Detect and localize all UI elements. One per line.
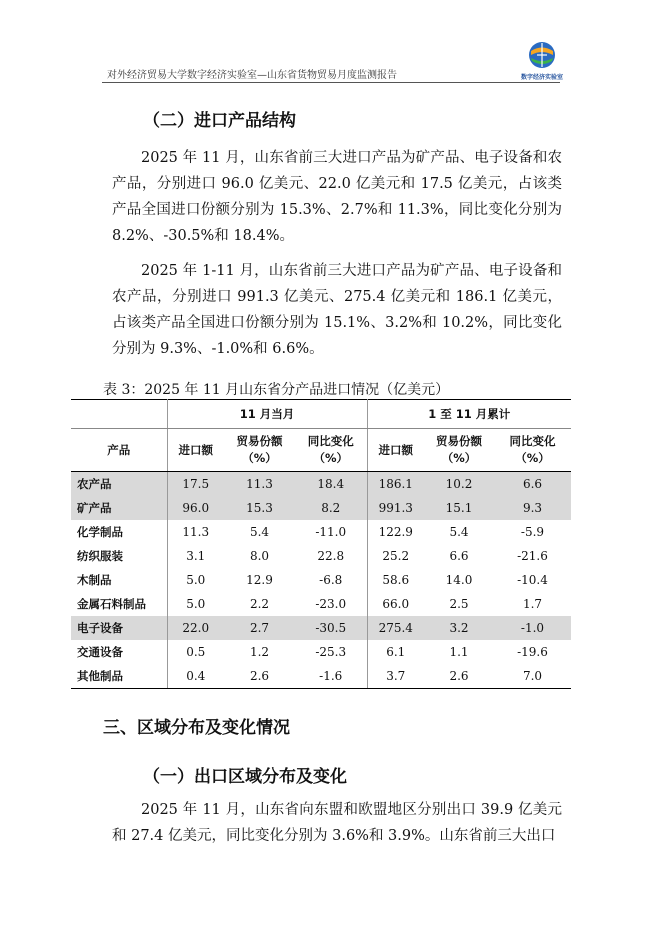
product-name-cell: 农产品 — [71, 472, 167, 497]
value-cell: -5.9 — [520, 525, 545, 539]
value-cell: 6.6 — [449, 549, 469, 563]
product-name-cell: 其他制品 — [71, 664, 167, 689]
value-cell: 6.1 — [386, 645, 406, 659]
table-corner-cell — [71, 400, 167, 429]
value-cell: 11.3 — [182, 525, 210, 539]
value-cell: 186.1 — [367, 472, 424, 497]
value-cell: 6.6 — [494, 472, 571, 497]
value-cell: 2.2 — [249, 597, 270, 611]
value-cell: 2.6 — [424, 664, 494, 689]
table-row — [71, 496, 571, 520]
column-header-import: 进口额 — [167, 429, 224, 472]
share-label-cum: 贸易份额 — [436, 434, 482, 448]
import-paragraph-monthly: 2025 年 11 月，山东省前三大进口产品为矿产品、电子设备和农产品，分别进口 96.0 亿美元、22.0 亿美元和 17.5 亿美元，占该类产品全国进口份额分别为 15.3%、2.7%和 11.3%，同比变化分别为 8.2%、-30.5%和 18.4%。 — [112, 150, 562, 244]
value-cell: 0.4 — [167, 664, 224, 689]
value-cell: 275.4 — [367, 616, 424, 640]
product-name-cell: 交通设备 — [71, 640, 167, 664]
value-cell: 122.9 — [378, 525, 413, 539]
change-unit: （%） — [313, 451, 349, 465]
value-cell: 25.2 — [382, 549, 410, 563]
column-header-change-cum — [494, 429, 571, 472]
value-cell: 5.0 — [186, 597, 206, 611]
lab-logo — [520, 40, 564, 80]
column-header-share — [224, 429, 295, 472]
table-row — [71, 472, 571, 497]
table-row — [71, 520, 571, 544]
table-row — [71, 616, 571, 640]
value-cell: -11.0 — [295, 520, 367, 544]
product-name-cell: 化学制品 — [71, 520, 167, 544]
value-cell: 15.3 — [224, 496, 295, 520]
value-cell: 12.9 — [246, 573, 273, 587]
import-paragraph-cumulative: 2025 年 1-11 月，山东省前三大进口产品为矿产品、电子设备和农产品，分别进口 991.3 亿美元、275.4 亿美元和 186.1 亿美元，占该类产品全国进口份额分别为 15.1%、3.2%和 10.2%，同比变化分别为 9.3%、-1.0%和 6.6%。 — [112, 263, 562, 357]
value-cell: 2.6 — [224, 664, 295, 689]
globe-logo-icon — [527, 40, 557, 70]
import-table — [71, 399, 571, 689]
value-cell: -10.4 — [517, 573, 548, 587]
import-structure-heading: （二）进口产品结构 — [143, 111, 296, 131]
group-header-month: 11 月当月 — [167, 400, 367, 429]
value-cell: 96.0 — [167, 496, 224, 520]
change-unit-cum: （%） — [515, 451, 550, 465]
value-cell: 22.8 — [295, 544, 367, 568]
export-regions-paragraph: 2025 年 11 月，山东省向东盟和欧盟地区分别出口 39.9 亿美元和 27.4 亿美元，同比变化分别为 3.6%和 3.9%。山东省前三大出口 — [112, 802, 562, 844]
product-name-cell: 金属石料制品 — [71, 592, 167, 616]
product-name-cell: 纺织服装 — [71, 544, 167, 568]
share-unit: （%） — [242, 451, 277, 465]
column-header-product: 产品 — [71, 429, 167, 472]
table-row — [71, 592, 571, 616]
logo-caption: 数字经济实验室 — [520, 74, 563, 81]
value-cell: 18.4 — [295, 472, 367, 497]
change-label-cum: 同比变化 — [509, 434, 556, 448]
product-name-cell: 矿产品 — [71, 496, 167, 520]
value-cell: 8.2 — [295, 496, 367, 520]
table-body — [71, 472, 571, 689]
group-header-cumulative: 1 至 11 月累计 — [367, 400, 571, 429]
value-cell: 2.7 — [224, 616, 295, 640]
value-cell: 1.7 — [522, 597, 543, 611]
table-row — [71, 664, 571, 689]
value-cell: -6.8 — [295, 568, 367, 592]
value-cell: -19.6 — [517, 645, 548, 659]
value-cell: 66.0 — [382, 597, 410, 611]
value-cell: 0.5 — [186, 645, 206, 659]
value-cell: -25.3 — [295, 640, 367, 664]
value-cell: 58.6 — [382, 573, 410, 587]
change-label: 同比变化 — [307, 434, 354, 448]
value-cell: 7.0 — [494, 664, 571, 689]
table-column-header-row — [71, 429, 571, 472]
share-unit-cum: （%） — [441, 451, 477, 465]
value-cell: 1.2 — [249, 645, 270, 659]
column-header-share-cum — [424, 429, 494, 472]
table-row — [71, 544, 571, 568]
value-cell: -21.6 — [517, 549, 548, 563]
export-regions-subheading: （一）出口区域分布及变化 — [143, 767, 347, 787]
value-cell: 3.7 — [367, 664, 424, 689]
table-row — [71, 568, 571, 592]
value-cell: -1.0 — [494, 616, 571, 640]
header-title: 对外经济贸易大学数字经济实验室—山东省货物贸易月度监测报告 — [107, 70, 397, 81]
value-cell: 3.2 — [424, 616, 494, 640]
value-cell: 1.1 — [449, 645, 469, 659]
value-cell: 3.1 — [186, 549, 206, 563]
value-cell: 17.5 — [167, 472, 224, 497]
column-header-change — [295, 429, 367, 472]
product-name-cell: 木制品 — [71, 568, 167, 592]
value-cell: 22.0 — [167, 616, 224, 640]
share-label: 贸易份额 — [236, 434, 283, 448]
value-cell: 5.0 — [186, 573, 206, 587]
value-cell: 14.0 — [445, 573, 473, 587]
table-group-header-row — [71, 400, 571, 429]
value-cell: -30.5 — [295, 616, 367, 640]
value-cell: 5.4 — [249, 525, 270, 539]
value-cell: -23.0 — [295, 592, 367, 616]
value-cell: 8.0 — [249, 549, 270, 563]
value-cell: 15.1 — [424, 496, 494, 520]
table-row — [71, 640, 571, 664]
value-cell: 5.4 — [449, 525, 469, 539]
header-divider — [102, 82, 560, 83]
regions-heading: 三、区域分布及变化情况 — [103, 718, 290, 738]
value-cell: 2.5 — [449, 597, 469, 611]
value-cell: 991.3 — [367, 496, 424, 520]
value-cell: 11.3 — [224, 472, 295, 497]
value-cell: 10.2 — [424, 472, 494, 497]
column-header-import-cum: 进口额 — [367, 429, 424, 472]
value-cell: 9.3 — [494, 496, 571, 520]
product-name-cell: 电子设备 — [71, 616, 167, 640]
table-caption: 表 3：2025 年 11 月山东省分产品进口情况（亿美元） — [103, 382, 450, 398]
value-cell: -1.6 — [295, 664, 367, 689]
